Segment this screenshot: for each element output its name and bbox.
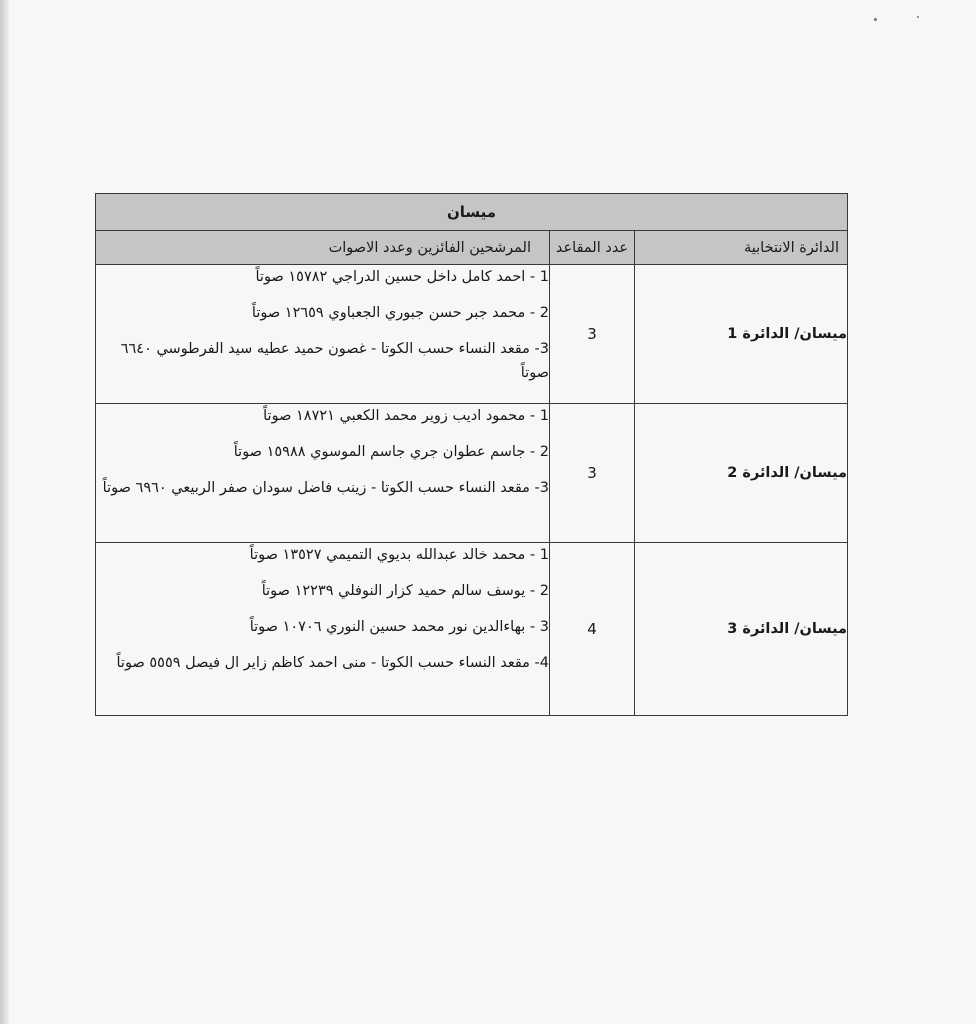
winner-entry: 2 - يوسف سالم حميد كزار النوفلي ١٢٢٣٩ صوتاً: [261, 583, 549, 599]
winner-entry: 3- مقعد النساء حسب الكوتا - زينب فاضل سودان صفر الربيعي ٦٩٦٠ صوتاً: [102, 480, 549, 496]
winner-entry: 3 - بهاءالدين نور محمد حسين النوري ١٠٧٠٦ صوتاً: [249, 619, 549, 635]
winners-cell: [96, 543, 550, 716]
winner-entry: 2 - جاسم عطوان جري جاسم الموسوي ١٥٩٨٨ صوتاً: [233, 444, 549, 460]
district-name: ميسان/ الدائرة 1: [635, 265, 848, 404]
header-seats: عدد المقاعد: [550, 231, 635, 265]
table-row: [96, 404, 848, 543]
winner-entry: 1 - احمد كامل داخل حسين الدراجي ١٥٧٨٢ صوتاً: [255, 269, 549, 285]
header-district: الدائرة الانتخابية: [635, 231, 848, 265]
table-row: [96, 265, 848, 404]
header-winners: المرشحين الفائزين وعدد الاصوات: [96, 231, 550, 265]
winner-entry: 3- مقعد النساء حسب الكوتا - غصون حميد عطيه سيد الفرطوسي ٦٦٤٠ صوتاً: [120, 341, 549, 381]
winners-cell: [96, 265, 550, 404]
seat-count: 3: [550, 404, 635, 543]
district-name: ميسان/ الدائرة 2: [635, 404, 848, 543]
winner-entry: 1 - محمد خالد عبدالله بديوي التميمي ١٣٥٢٧ صوتاً: [249, 547, 549, 563]
scan-speck: [874, 18, 877, 21]
table-header-row: [96, 231, 848, 265]
table-row: [96, 543, 848, 716]
winner-entry: 2 - محمد جبر حسن جبوري الجعباوي ١٢٦٥٩ صوتاً: [251, 305, 549, 321]
winner-entry: 4- مقعد النساء حسب الكوتا - منى احمد كاظم زاير ال فيصل ٥٥٥٩ صوتاً: [116, 655, 549, 671]
seat-count: 4: [550, 543, 635, 716]
winners-cell: [96, 404, 550, 543]
election-results-table: [95, 193, 848, 716]
seat-count: 3: [550, 265, 635, 404]
district-name: ميسان/ الدائرة 3: [635, 543, 848, 716]
winner-entry: 1 - محمود اديب زوير محمد الكعبي ١٨٧٢١ صوتاً: [263, 408, 549, 424]
table-title-row: [96, 194, 848, 231]
page-edge-shadow: [0, 0, 9, 1024]
governorate-title: ميسان: [96, 194, 848, 231]
scan-speck: [917, 16, 919, 18]
